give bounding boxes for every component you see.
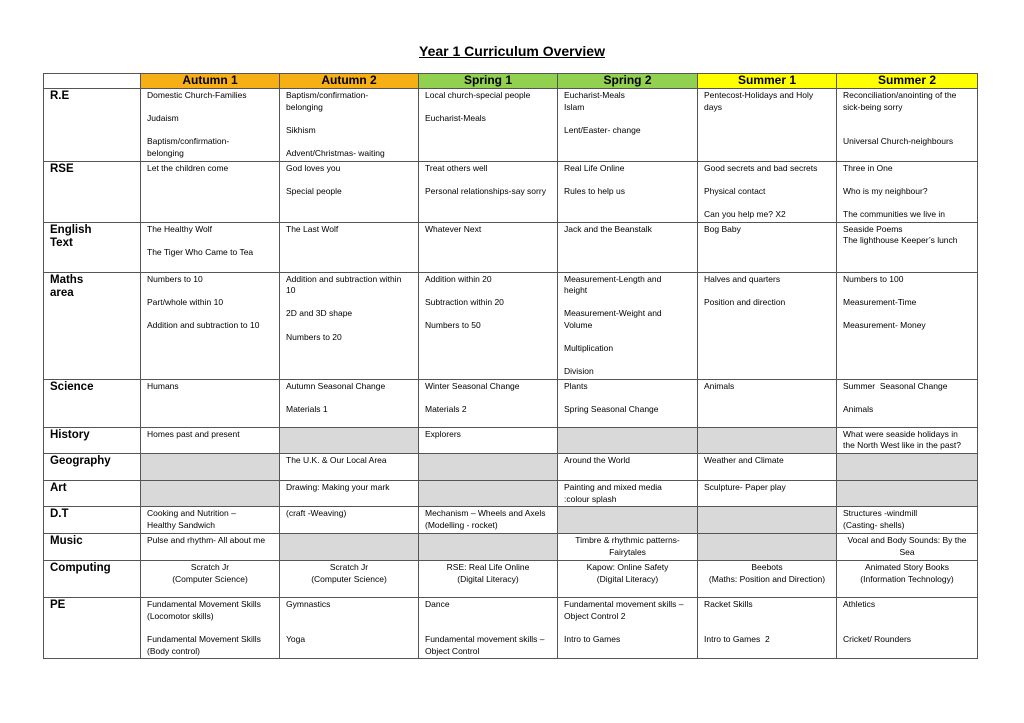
cell-line (564, 174, 691, 186)
table-cell (698, 561, 837, 598)
table-cell (558, 379, 698, 427)
table-cell (837, 454, 978, 481)
cell-line: The lighthouse Keeper’s lunch (843, 235, 958, 246)
cell-line: Athletics (843, 599, 876, 610)
table-cell (141, 507, 280, 534)
cell-line: Autumn Seasonal Change (286, 380, 386, 391)
table-cell (837, 507, 978, 534)
cell-line: Measurement-Time (843, 296, 917, 307)
cell-line: Special people (286, 185, 342, 196)
table-cell (419, 598, 558, 659)
table-row (44, 454, 978, 481)
cell-line: Numbers to 100 (843, 273, 904, 284)
cell-line (564, 622, 691, 634)
cell-line: (Information Technology) (860, 573, 954, 584)
cell-line (843, 197, 971, 209)
cell-line: (Computer Science) (311, 573, 387, 584)
cell-line: Drawing: Making your mark (286, 482, 390, 493)
cell-line: The communities we live in (843, 208, 946, 219)
cell-line (147, 308, 273, 320)
header-spring-1: Spring 1 (419, 74, 558, 89)
cell-line: Multiplication (564, 343, 614, 354)
cell-line: Scratch Jr (329, 562, 369, 573)
row-subject-label (44, 454, 141, 481)
table-cell (558, 272, 698, 379)
cell-line: :colour splash (564, 493, 617, 504)
table-cell (558, 427, 698, 453)
cell-line: belonging (147, 147, 184, 158)
subject-label-line: Music (50, 535, 83, 548)
cell-line (843, 308, 971, 320)
cell-line: the North West like in the past? (843, 440, 961, 451)
table-cell (837, 481, 978, 507)
header-autumn-1: Autumn 1 (141, 74, 280, 89)
cell-line (425, 622, 551, 634)
table-cell (558, 481, 698, 507)
cell-line: Intro to Games (564, 634, 621, 645)
cell-line: (Digital Literacy) (457, 573, 519, 584)
subject-label-line: D.T (50, 508, 69, 521)
cell-line: Pulse and rhythm- All about me (147, 535, 266, 546)
cell-line: Explorers (425, 428, 461, 439)
cell-line: Rules to help us (564, 185, 625, 196)
table-cell (280, 89, 419, 162)
cell-line: height (564, 285, 588, 296)
cell-line (564, 392, 691, 404)
curriculum-table (43, 73, 978, 659)
table-cell (837, 89, 978, 162)
table-cell (698, 89, 837, 162)
cell-line: (Computer Science) (172, 573, 248, 584)
cell-line (425, 102, 551, 114)
subject-label-line: Text (50, 236, 73, 249)
table-cell (280, 561, 419, 598)
cell-line: Local church-special people (425, 90, 531, 100)
cell-line: Halves and quarters (704, 273, 781, 284)
cell-line: Yoga (286, 634, 306, 645)
cell-line: Numbers to 10 (147, 273, 203, 284)
table-row (44, 534, 978, 561)
cell-line (704, 197, 830, 209)
cell-line: The Tiger Who Came to Tea (147, 246, 254, 257)
cell-line: Bog Baby (704, 223, 741, 234)
table-cell (837, 534, 978, 561)
cell-line: God loves you (286, 162, 341, 173)
cell-line: Volume (564, 319, 593, 330)
table-cell (558, 561, 698, 598)
table-cell (837, 561, 978, 598)
cell-line: Fundamental Movement Skills (147, 599, 261, 610)
cell-line (564, 355, 691, 367)
table-row (44, 481, 978, 507)
cell-line (425, 308, 551, 320)
cell-line (425, 174, 551, 186)
cell-line: (Digital Literacy) (596, 573, 659, 584)
table-cell (280, 161, 419, 222)
cell-line (425, 611, 551, 623)
cell-line: Judaism (147, 113, 179, 124)
cell-line: Structures -windmill (843, 508, 918, 519)
cell-line (843, 113, 971, 125)
subject-label-line: R.E (50, 90, 70, 102)
cell-line: Fundamental movement skills – (425, 634, 545, 645)
table-cell (698, 598, 837, 659)
cell-line: Pentecost-Holidays and Holy (704, 90, 814, 100)
cell-line: Measurement-Length and (564, 273, 662, 284)
table-row (44, 89, 978, 162)
table-cell (419, 534, 558, 561)
cell-line (286, 622, 412, 634)
table-cell (280, 507, 419, 534)
table-cell (419, 379, 558, 427)
table-cell (141, 481, 280, 507)
cell-line: Cooking and Nutrition – (147, 508, 236, 519)
cell-line: Timbre & rhythmic patterns- (575, 535, 680, 546)
cell-line (843, 125, 971, 137)
cell-line: Mechanism – Wheels and Axels (425, 508, 546, 519)
cell-line: Fundamental Movement Skills (147, 634, 261, 645)
cell-line: belonging (286, 101, 323, 112)
table-cell (419, 561, 558, 598)
table-cell (280, 534, 419, 561)
cell-line: Real Life Online (564, 162, 625, 173)
table-cell (141, 454, 280, 481)
cell-line: Three in One (843, 162, 893, 173)
cell-line (425, 285, 551, 297)
table-row (44, 379, 978, 427)
cell-line: Object Control (425, 645, 480, 656)
row-subject-label (44, 222, 141, 272)
cell-line: Division (564, 366, 594, 377)
table-cell (698, 161, 837, 222)
subject-label-line: Science (50, 380, 94, 393)
cell-line: Animated Story Books (864, 562, 950, 573)
table-cell (141, 379, 280, 427)
cell-line: Addition within 20 (425, 273, 492, 284)
cell-line: Seaside Poems (843, 223, 903, 234)
header-summer-2: Summer 2 (837, 74, 978, 89)
subject-label-line: English (50, 223, 92, 236)
cell-line: Advent/Christmas- waiting (286, 147, 385, 158)
cell-line (704, 174, 830, 186)
row-subject-label (44, 427, 141, 453)
table-cell (837, 222, 978, 272)
subject-label-line: area (50, 286, 74, 299)
cell-line: Homes past and present (147, 428, 240, 439)
cell-line (286, 392, 412, 404)
table-cell (280, 379, 419, 427)
cell-line: Universal Church-neighbours (843, 136, 954, 147)
table-cell (280, 222, 419, 272)
cell-line (843, 622, 971, 634)
cell-line: 2D and 3D shape (286, 308, 353, 319)
table-cell (558, 598, 698, 659)
cell-line: Physical contact (704, 185, 766, 196)
table-cell (837, 161, 978, 222)
cell-line: The U.K. & Our Local Area (286, 455, 387, 466)
table-cell (141, 534, 280, 561)
table-cell (558, 222, 698, 272)
cell-line: Position and direction (704, 296, 786, 307)
cell-line: Who is my neighbour? (843, 185, 928, 196)
cell-line: (craft -Weaving) (286, 508, 347, 519)
cell-line: Healthy Sandwich (147, 519, 216, 530)
cell-line: (Body control) (147, 645, 200, 656)
cell-line (704, 622, 830, 634)
cell-line: The Last Wolf (286, 223, 339, 234)
cell-line: Numbers to 20 (286, 331, 342, 342)
table-row (44, 222, 978, 272)
cell-line (286, 611, 412, 623)
cell-line: Lent/Easter- change (564, 124, 641, 135)
cell-line: sick-being sorry (843, 101, 903, 112)
cell-line (564, 297, 691, 309)
cell-line (147, 285, 273, 297)
cell-line (286, 174, 412, 186)
cell-line: Sea (899, 546, 915, 557)
header-spring-2: Spring 2 (558, 74, 698, 89)
cell-line: Kapow: Online Safety (586, 562, 669, 573)
table-cell (558, 161, 698, 222)
table-cell (698, 379, 837, 427)
cell-line: Measurement-Weight and (564, 308, 662, 319)
cell-line: Treat others well (425, 162, 488, 173)
cell-line: (Maths: Position and Direction) (708, 573, 826, 584)
header-corner (44, 74, 141, 89)
row-subject-label (44, 534, 141, 561)
cell-line (286, 297, 412, 309)
table-cell (837, 427, 978, 453)
cell-line: Numbers to 50 (425, 319, 481, 330)
row-subject-label (44, 598, 141, 659)
table-cell (698, 481, 837, 507)
table-cell (280, 598, 419, 659)
cell-line (147, 622, 273, 634)
cell-line: Cricket/ Rounders (843, 634, 912, 645)
cell-line: Fairytales (609, 546, 646, 557)
cell-line (147, 102, 273, 114)
table-cell (141, 222, 280, 272)
table-cell (280, 481, 419, 507)
table-cell (419, 507, 558, 534)
cell-line: The Healthy Wolf (147, 223, 213, 234)
cell-line (564, 113, 691, 125)
cell-line: Let the children come (147, 162, 229, 173)
cell-line: (Casting- shells) (843, 519, 905, 530)
cell-line: Baptism/confirmation- (147, 136, 230, 147)
cell-line: Plants (564, 380, 588, 391)
table-cell (558, 89, 698, 162)
cell-line: Vocal and Body Sounds: By the (847, 535, 967, 546)
table-row (44, 561, 978, 598)
subject-label-line: History (50, 428, 90, 441)
cell-line: Dance (425, 599, 450, 610)
cell-line: Part/whole within 10 (147, 296, 224, 307)
table-cell (141, 161, 280, 222)
row-subject-label (44, 272, 141, 379)
cell-line: Animals (704, 380, 735, 391)
table-cell (419, 481, 558, 507)
cell-line: Object Control 2 (564, 610, 626, 621)
table-row (44, 427, 978, 453)
table-cell (698, 534, 837, 561)
cell-line: Subtraction within 20 (425, 296, 504, 307)
cell-line (704, 611, 830, 623)
table-cell (558, 507, 698, 534)
cell-line: Materials 1 (286, 404, 328, 415)
subject-label-line: Art (50, 482, 67, 495)
cell-line: Personal relationships-say sorry (425, 185, 546, 196)
cell-line: Can you help me? X2 (704, 208, 786, 219)
cell-line: Baptism/confirmation- (286, 90, 369, 100)
table-cell (419, 161, 558, 222)
cell-line (843, 392, 971, 404)
cell-line: Around the World (564, 455, 630, 466)
header-summer-1: Summer 1 (698, 74, 837, 89)
cell-line: Eucharist-Meals (425, 113, 486, 124)
cell-line: Good secrets and bad secrets (704, 162, 818, 173)
subject-label-line: Geography (50, 455, 111, 468)
row-subject-label (44, 481, 141, 507)
cell-line: Jack and the Beanstalk (564, 223, 652, 234)
row-subject-label (44, 507, 141, 534)
row-subject-label (44, 89, 141, 162)
cell-line: Winter Seasonal Change (425, 380, 520, 391)
cell-line (843, 285, 971, 297)
table-cell (698, 272, 837, 379)
cell-line (286, 136, 412, 148)
cell-line: Spring Seasonal Change (564, 404, 659, 415)
table-row (44, 507, 978, 534)
cell-line: Reconciliation/anointing of the (843, 90, 957, 100)
cell-line (564, 332, 691, 344)
table-cell (141, 427, 280, 453)
cell-line: What were seaside holidays in (843, 428, 958, 439)
cell-line (286, 320, 412, 332)
table-cell (698, 427, 837, 453)
cell-line: Beebots (751, 562, 783, 573)
cell-line: Measurement- Money (843, 319, 926, 330)
cell-line: (Modelling - rocket) (425, 519, 498, 530)
cell-line: Islam (564, 101, 585, 112)
cell-line: Addition and subtraction to 10 (147, 319, 260, 330)
cell-line: Animals (843, 404, 874, 415)
table-cell (419, 454, 558, 481)
cell-line (704, 285, 830, 297)
cell-line: (Locomotor skills) (147, 610, 214, 621)
table-cell (419, 427, 558, 453)
cell-line (425, 392, 551, 404)
table-cell (419, 89, 558, 162)
table-cell (837, 272, 978, 379)
row-subject-label (44, 379, 141, 427)
table-row (44, 598, 978, 659)
cell-line: Materials 2 (425, 404, 467, 415)
table-cell (698, 454, 837, 481)
table-cell (141, 89, 280, 162)
table-cell (698, 507, 837, 534)
cell-line: Scratch Jr (190, 562, 230, 573)
cell-line: Whatever Next (425, 223, 482, 234)
cell-line: Sculpture- Paper play (704, 482, 786, 493)
cell-line: Eucharist-Meals (564, 90, 625, 100)
page-title: Year 1 Curriculum Overview (419, 43, 605, 59)
table-cell (419, 272, 558, 379)
table-cell (837, 598, 978, 659)
cell-line: 10 (286, 285, 296, 296)
cell-line: Racket Skills (704, 599, 753, 610)
cell-line (147, 125, 273, 137)
cell-line: Painting and mixed media (564, 482, 662, 493)
table-row (44, 272, 978, 379)
cell-line: Gymnastics (286, 599, 331, 610)
table-cell (280, 427, 419, 453)
row-subject-label (44, 561, 141, 598)
cell-line: Summer Seasonal Change (843, 380, 948, 391)
cell-line (147, 235, 273, 247)
table-cell (558, 534, 698, 561)
cell-line (843, 174, 971, 186)
cell-line: Intro to Games 2 (704, 634, 770, 645)
subject-label-line: Computing (50, 562, 111, 575)
cell-line: Weather and Climate (704, 455, 784, 466)
header-autumn-2: Autumn 2 (280, 74, 419, 89)
table-cell (558, 454, 698, 481)
cell-line: Domestic Church-Families (147, 90, 247, 100)
cell-line: Fundamental movement skills – (564, 599, 684, 610)
table-cell (698, 222, 837, 272)
table-cell (280, 272, 419, 379)
table-cell (419, 222, 558, 272)
cell-line: Addition and subtraction within (286, 273, 402, 284)
subject-label-line: PE (50, 599, 66, 612)
table-cell (141, 272, 280, 379)
subject-label-line: RSE (50, 162, 74, 175)
table-cell (280, 454, 419, 481)
table-cell (837, 379, 978, 427)
cell-line: days (704, 101, 722, 112)
table-cell (141, 561, 280, 598)
header-row (44, 74, 978, 89)
cell-line (843, 611, 971, 623)
table-row (44, 161, 978, 222)
cell-line (286, 113, 412, 125)
cell-line: Humans (147, 380, 179, 391)
cell-line: RSE: Real Life Online (446, 562, 530, 573)
table-cell (141, 598, 280, 659)
row-subject-label (44, 161, 141, 222)
cell-line: Sikhism (286, 124, 316, 135)
subject-label-line: Maths (50, 273, 84, 286)
